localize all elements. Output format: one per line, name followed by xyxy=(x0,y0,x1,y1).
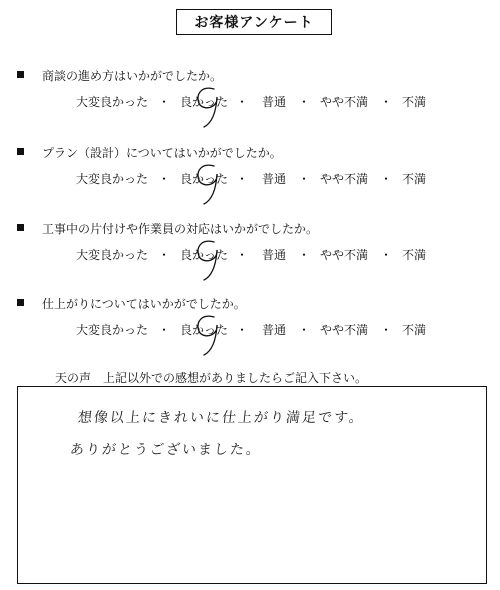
option-good[interactable]: 良かった xyxy=(180,248,229,262)
separator: ・ xyxy=(298,323,311,337)
option-good[interactable]: 良かった xyxy=(180,95,229,109)
separator: ・ xyxy=(380,248,393,262)
question-2 xyxy=(0,144,500,204)
option-unsatisfied[interactable]: 不満 xyxy=(402,248,427,262)
bullet-icon xyxy=(17,71,24,78)
option-unsatisfied[interactable]: 不満 xyxy=(402,172,427,186)
option-slightly-unsatisfied[interactable]: やや不満 xyxy=(320,323,369,337)
option-slightly-unsatisfied[interactable]: やや不満 xyxy=(320,172,369,186)
question-text: 工事中の片付けや作業員の対応はいかがでしたか。 xyxy=(42,222,319,236)
separator: ・ xyxy=(380,95,393,109)
option-slightly-unsatisfied[interactable]: やや不満 xyxy=(320,95,369,109)
question-4 xyxy=(0,295,500,355)
option-neutral[interactable]: 普通 xyxy=(262,172,287,186)
separator: ・ xyxy=(236,172,249,186)
option-slightly-unsatisfied[interactable]: やや不満 xyxy=(320,248,369,262)
separator: ・ xyxy=(236,248,249,262)
option-neutral[interactable]: 普通 xyxy=(262,323,287,337)
option-very-good[interactable]: 大変良かった xyxy=(76,172,149,186)
separator: ・ xyxy=(158,323,171,337)
option-good[interactable]: 良かった xyxy=(180,172,229,186)
bullet-icon xyxy=(17,224,24,231)
option-good[interactable]: 良かった xyxy=(180,323,229,337)
option-very-good[interactable]: 大変良かった xyxy=(76,323,149,337)
separator: ・ xyxy=(158,172,171,186)
handwritten-comment-line: ありがとうございました。 xyxy=(69,442,263,458)
comment-prompt: 天の声 上記以外での感想がありましたらご記入下さい。 xyxy=(55,371,368,385)
option-unsatisfied[interactable]: 不満 xyxy=(402,95,427,109)
separator: ・ xyxy=(236,323,249,337)
question-text: プラン（設計）についてはいかがでしたか。 xyxy=(42,146,282,160)
question-3 xyxy=(0,220,500,280)
handwritten-check-mark xyxy=(184,154,236,206)
bullet-icon xyxy=(17,148,24,155)
survey-title: お客様アンケート xyxy=(176,9,332,35)
separator: ・ xyxy=(298,172,311,186)
option-neutral[interactable]: 普通 xyxy=(262,95,287,109)
comment-box[interactable] xyxy=(17,386,487,584)
separator: ・ xyxy=(380,172,393,186)
handwritten-check-mark xyxy=(184,77,236,129)
option-very-good[interactable]: 大変良かった xyxy=(76,95,149,109)
handwritten-check-mark xyxy=(184,230,236,282)
option-neutral[interactable]: 普通 xyxy=(262,248,287,262)
option-unsatisfied[interactable]: 不満 xyxy=(402,323,427,337)
bullet-icon xyxy=(17,299,24,306)
option-very-good[interactable]: 大変良かった xyxy=(76,248,149,262)
separator: ・ xyxy=(236,95,249,109)
question-text: 商談の進め方はいかがでしたか。 xyxy=(42,69,223,83)
question-1 xyxy=(0,67,500,127)
handwritten-check-mark xyxy=(184,305,236,357)
separator: ・ xyxy=(298,248,311,262)
separator: ・ xyxy=(380,323,393,337)
handwritten-comment-line: 想像以上にきれいに仕上がり満足です。 xyxy=(77,410,366,426)
separator: ・ xyxy=(298,95,311,109)
separator: ・ xyxy=(158,248,171,262)
separator: ・ xyxy=(158,95,171,109)
question-text: 仕上がりについてはいかがでしたか。 xyxy=(42,297,246,311)
